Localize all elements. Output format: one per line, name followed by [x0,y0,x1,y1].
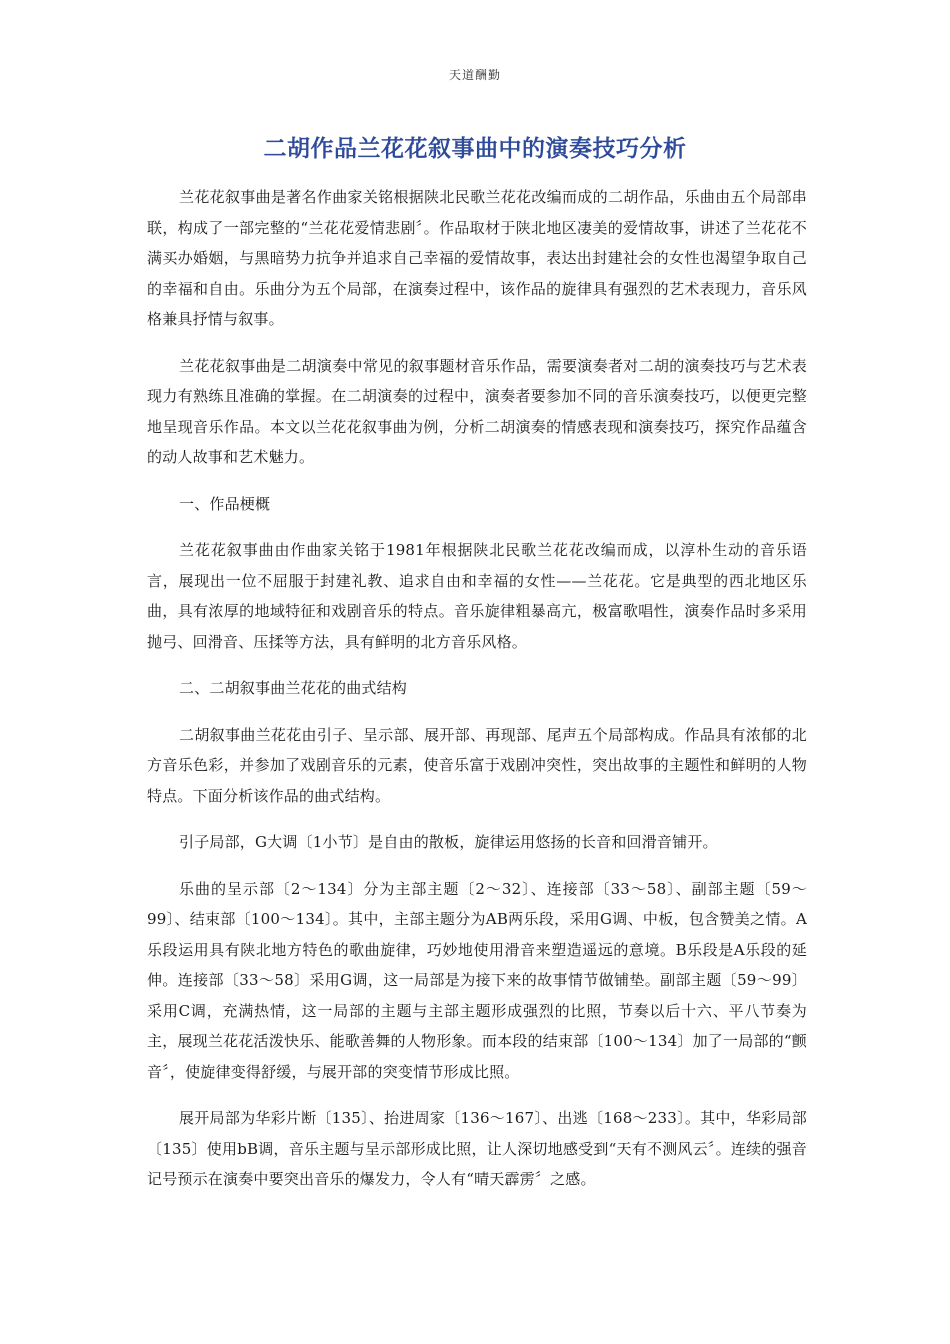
section-heading-structure: 二、二胡叙事曲兰花花的曲式结构 [179,679,408,697]
page-header: 天道酬勤 [448,68,501,82]
paragraph-overview: 兰花花叙事曲由作曲家关铭于1981年根据陕北民歌兰花花改编而成，以淳朴生动的音乐语言，展现出一位不屈服于封建礼教、追求自由和幸福的女性——兰花花。它是典型的西北地区乐曲，具有浓厚的地域特征和戏剧音乐的特点。音乐旋律粗暴高亢，极富歌唱性，演奏作品时多采用抛弓、回滑音、压揉等方法，具有鲜明的北方音乐风格。 [147,541,807,651]
paragraph-purpose: 兰花花叙事曲是二胡演奏中常见的叙事题材音乐作品，需要演奏者对二胡的演奏技巧与艺术表现力有熟练且准确的掌握。在二胡演奏的过程中，演奏者要参加不同的音乐演奏技巧，以便更完整地呈现音乐作品。本文以兰花花叙事曲为例，分析二胡演奏的情感表现和演奏技巧，探究作品蕴含的动人故事和艺术魅力。 [147,356,807,466]
section-heading-overview: 一、作品梗概 [179,494,271,513]
paragraph-structure: 二胡叙事曲兰花花由引子、呈示部、展开部、再现部、尾声五个局部构成。作品具有浓郁的北方音乐色彩，并参加了戏剧音乐的元素，使音乐富于戏剧冲突性，突出故事的主题性和鲜明的人物特点。下面分析该作品的曲式结构。 [147,725,807,805]
paragraph-intro: 兰花花叙事曲是著名作曲家关铭根据陕北民歌兰花花改编而成的二胡作品，乐曲由五个局部串联，构成了一部完整的“兰花花爱情悲剧〞。作品取材于陕北地区凄美的爱情故事，讲述了兰花花不满买办婚姻，与黑暗势力抗争并追求自己幸福的爱情故事，表达出封建社会的女性也渴望争取自己的幸福和自由。乐曲分为五个局部，在演奏过程中，该作品的旋律具有强烈的艺术表现力，音乐风格兼具抒情与叙事。 [147,188,807,328]
paragraph-exposition: 乐曲的呈示部〔2～134〕分为主部主题〔2～32〕、连接部〔33～58〕、副部主题〔59～99〕、结束部〔100～134〕。其中，主部主题分为AB两乐段，采用G调、中板，包含赞美之情。A乐段运用具有陕北地方特色的歌曲旋律，巧妙地使用滑音来塑造遥远的意境。B乐段是A乐段的延伸。连接部〔33～58〕采用G调，这一局部是为接下来的故事情节做铺垫。副部主题〔59～99〕采用C调，充满热情，这一局部的主题与主部主题形成强烈的比照，节奏以后十六、平八节奏为主，展现兰花花活泼快乐、能歌善舞的人物形象。而本段的结束部〔100～134〕加了一局部的“颤音〞，使旋律变得舒缓，与展开部的突变情节形成比照。 [147,879,807,1081]
paragraph-introduction-section: 引子局部，G大调〔1小节〕是自由的散板，旋律运用悠扬的长音和回滑音铺开。 [179,833,718,851]
paragraph-development: 展开局部为华彩片断〔135〕、抬进周家〔136～167〕、出逃〔168～233〕。其中，华彩局部〔135〕使用bB调，音乐主题与呈示部形成比照，让人深切地感受到“天有不测风云〞。连续的强音记号预示在演奏中要突出音乐的爆发力，令人有“晴天霹雳〞之感。 [147,1109,807,1188]
document-title: 二胡作品兰花花叙事曲中的演奏技巧分析 [263,136,687,162]
document-body [147,182,807,1211]
